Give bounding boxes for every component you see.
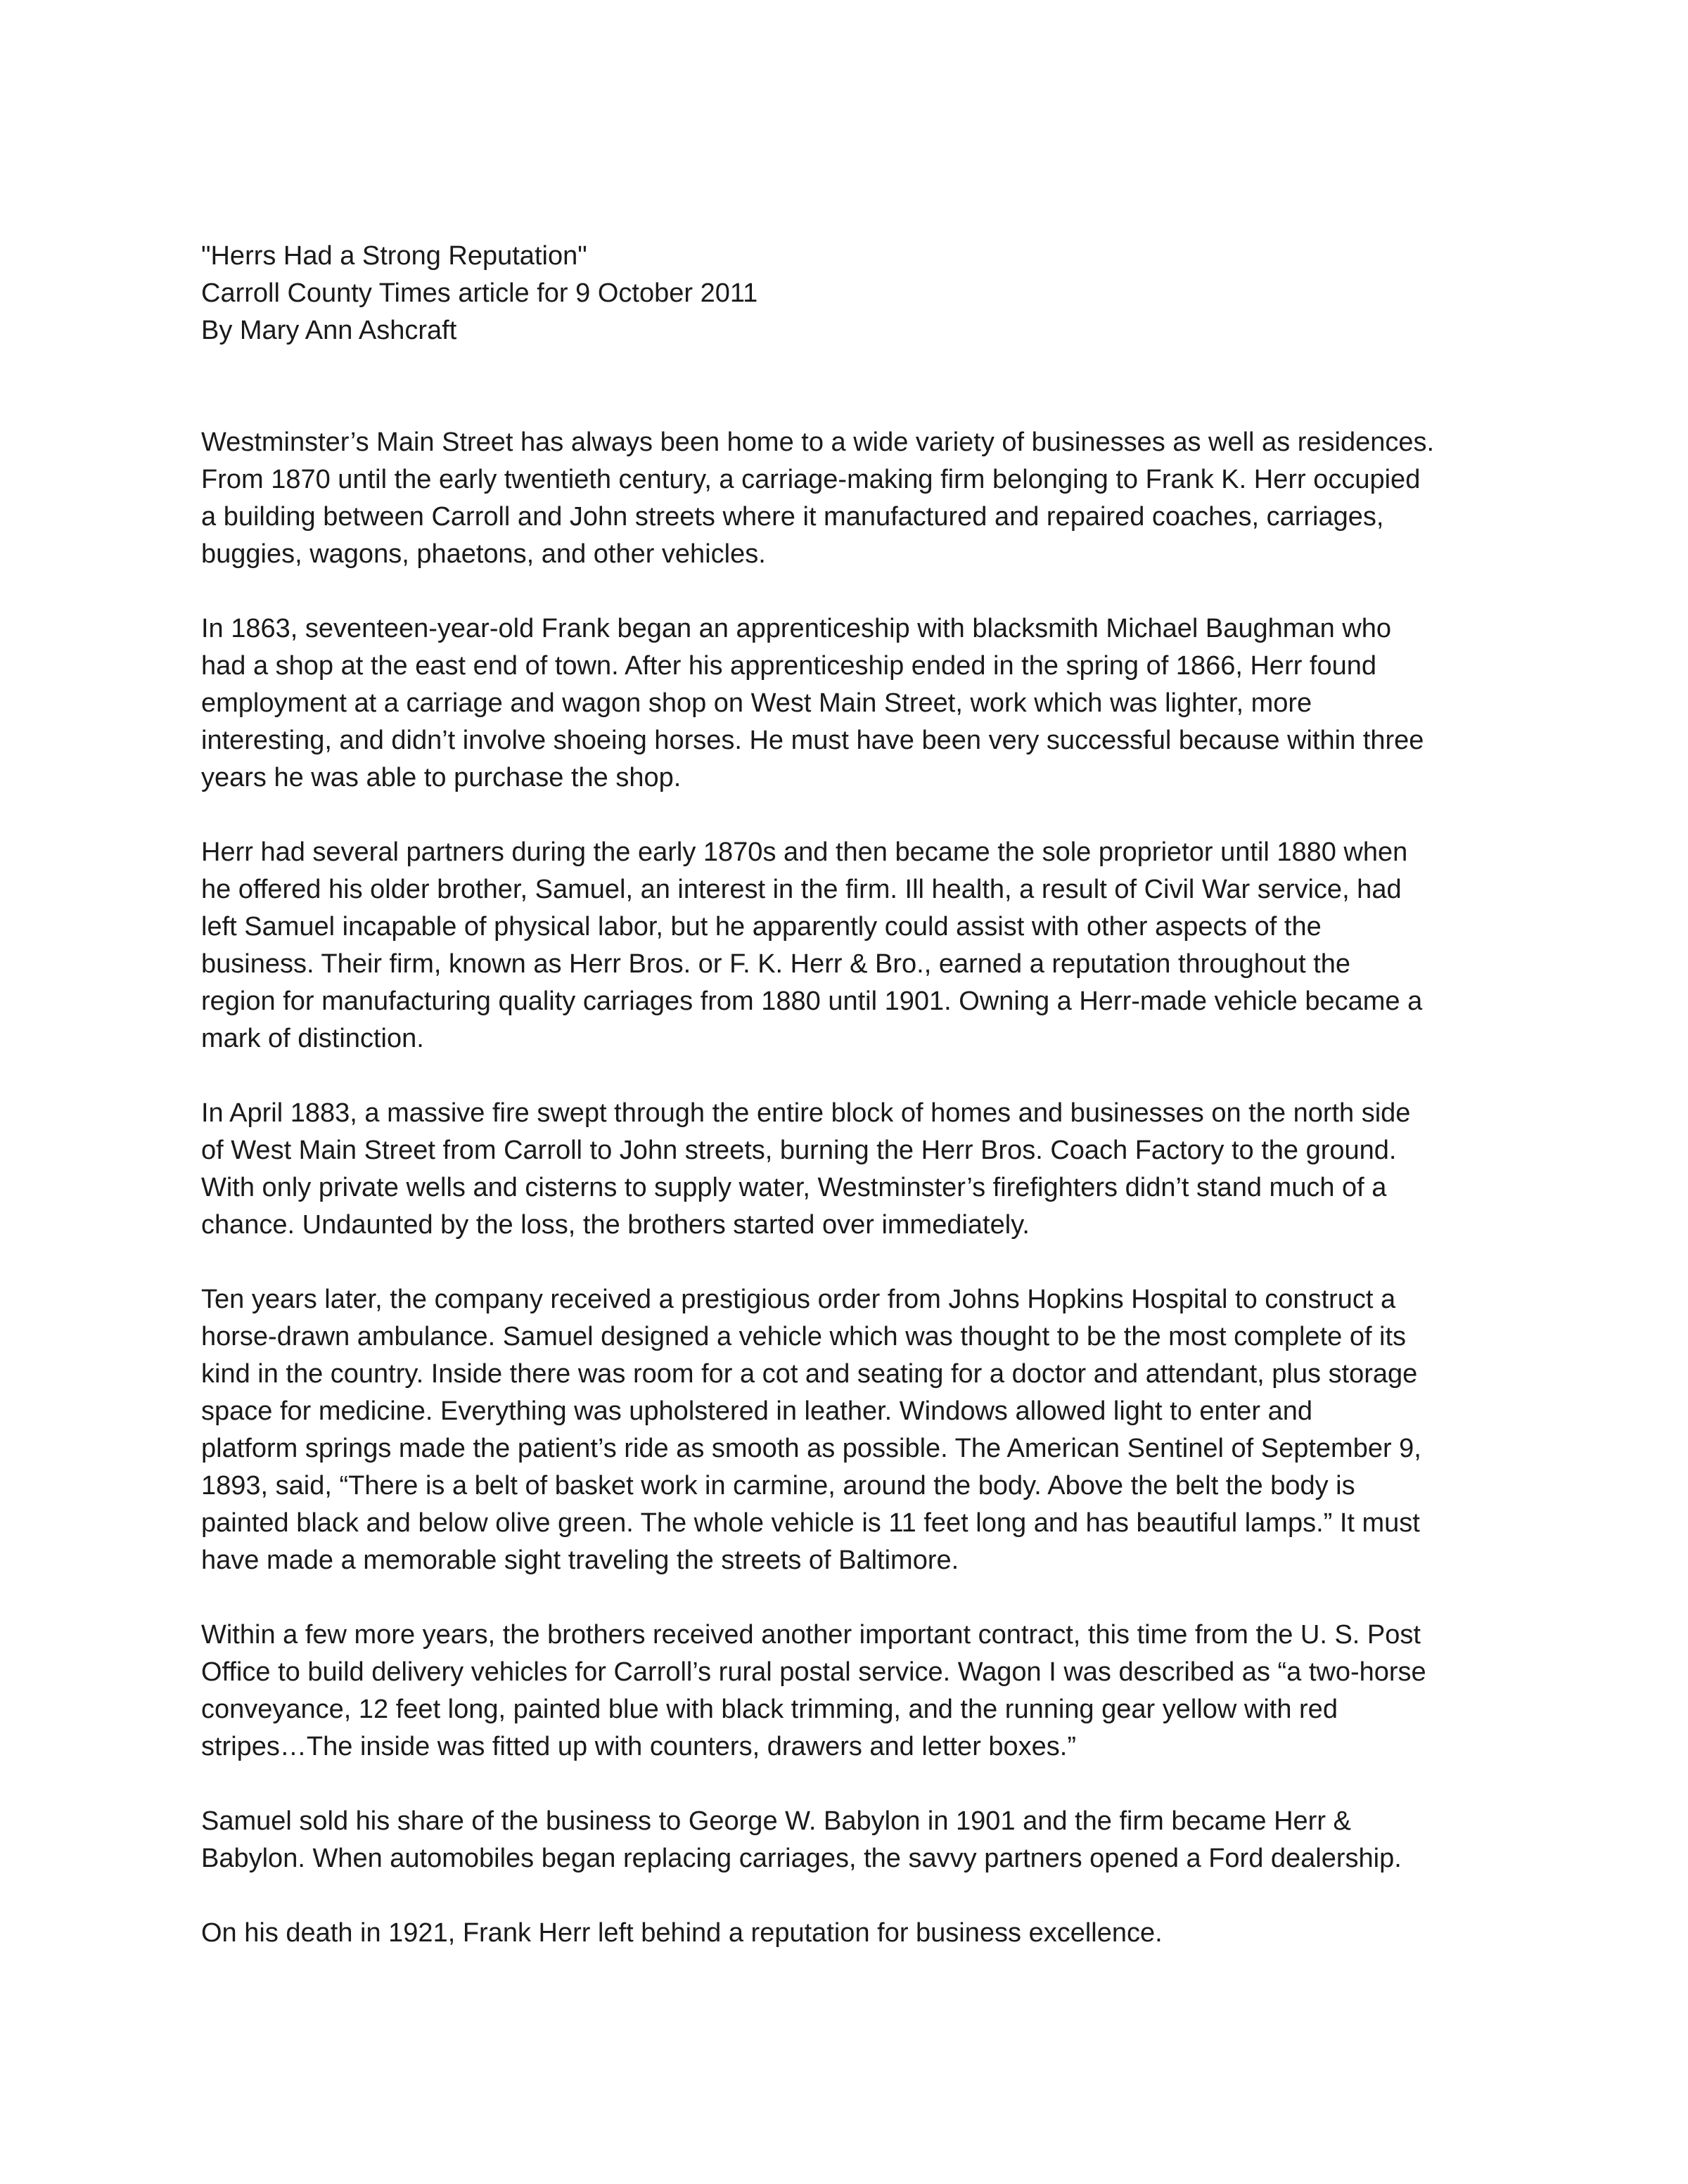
text-line: On his death in 1921, Frank Herr left behind a reputation for business excellence. [201,1918,1163,1948]
paragraph-8 [201,1915,1523,1952]
text-line: Babylon. When automobiles began replacing carriages, the savvy partners opened a Ford dealership. [201,1844,1402,1873]
text-line: From 1870 until the early twentieth century, a carriage-making firm belonging to Frank K. Herr occupied [201,465,1421,494]
text-line: conveyance, 12 feet long, painted blue with black trimming, and the running gear yellow with red [201,1695,1338,1724]
text-line: horse-drawn ambulance. Samuel designed a vehicle which was thought to be the most complete of its [201,1322,1407,1351]
text-line: have made a memorable sight traveling the streets of Baltimore. [201,1546,959,1575]
text-line: mark of distinction. [201,1024,424,1053]
text-line: In April 1883, a massive fire swept through the entire block of homes and businesses on the north side [201,1098,1411,1128]
text-line: With only private wells and cisterns to supply water, Westminster’s firefighters didn’t stand much of a [201,1173,1387,1202]
text-line: he offered his older brother, Samuel, an interest in the firm. Ill health, a result of Civil War service, had [201,875,1402,904]
text-line: Ten years later, the company received a prestigious order from Johns Hopkins Hospital to construct a [201,1285,1396,1314]
text-line: Within a few more years, the brothers received another important contract, this time from the U. S. Post [201,1620,1421,1650]
paragraph-6 [201,1617,1523,1766]
text-line: stripes…The inside was fitted up with counters, drawers and letter boxes.” [201,1732,1077,1761]
text-line: had a shop at the east end of town. After his apprenticeship ended in the spring of 1866, Herr found [201,651,1377,681]
text-line: Office to build delivery vehicles for Carroll’s rural postal service. Wagon I was described as “a two-horse [201,1657,1426,1687]
text-line: employment at a carriage and wagon shop on West Main Street, work which was lighter, more [201,688,1312,718]
paragraph-3 [201,834,1523,1058]
text-line: In 1863, seventeen-year-old Frank began an apprenticeship with blacksmith Michael Baughman who [201,614,1391,643]
text-line: kind in the country. Inside there was room for a cot and seating for a doctor and attendant, plus storage [201,1359,1418,1389]
text-line: platform springs made the patient’s ride as smooth as possible. The American Sentinel of September 9, [201,1434,1421,1463]
text-line: painted black and below olive green. The whole vehicle is 11 feet long and has beautiful lamps.” It must [201,1508,1420,1538]
text-line: chance. Undaunted by the loss, the brothers started over immediately. [201,1210,1030,1240]
text-line: years he was able to purchase the shop. [201,763,682,792]
text-line: 1893, said, “There is a belt of basket work in carmine, around the body. Above the belt the body is [201,1471,1355,1501]
text-line: a building between Carroll and John streets where it manufactured and repaired coaches, carriages, [201,502,1384,532]
paragraph-1 [201,424,1523,573]
text-line: business. Their firm, known as Herr Bros. or F. K. Herr & Bro., earned a reputation throughout the [201,949,1351,979]
publication-line: Carroll County Times article for 9 October 2011 [201,278,758,308]
paragraph-4 [201,1095,1523,1244]
text-line: left Samuel incapable of physical labor, but he apparently could assist with other aspects of the [201,912,1322,942]
paragraph-7 [201,1803,1523,1877]
paragraph-5 [201,1281,1523,1579]
paragraph-2 [201,610,1523,797]
text-line: region for manufacturing quality carriages from 1880 until 1901. Owning a Herr-made vehicle became a [201,987,1423,1016]
article-title: "Herrs Had a Strong Reputation" [201,241,587,271]
article-body [201,238,1523,1989]
text-line: interesting, and didn’t involve shoeing horses. He must have been very successful because within three [201,726,1424,755]
text-line: buggies, wagons, phaetons, and other vehicles. [201,539,766,569]
byline: By Mary Ann Ashcraft [201,316,457,345]
text-line: Herr had several partners during the early 1870s and then became the sole proprietor until 1880 when [201,837,1408,867]
text-line: of West Main Street from Carroll to John streets, burning the Herr Bros. Coach Factory to the ground. [201,1136,1397,1165]
text-line: Samuel sold his share of the business to George W. Babylon in 1901 and the firm became Herr & [201,1806,1351,1836]
text-line: space for medicine. Everything was upholstered in leather. Windows allowed light to enter and [201,1396,1312,1426]
article-header [201,238,1523,349]
text-line: Westminster’s Main Street has always been home to a wide variety of businesses as well as residences. [201,428,1435,457]
